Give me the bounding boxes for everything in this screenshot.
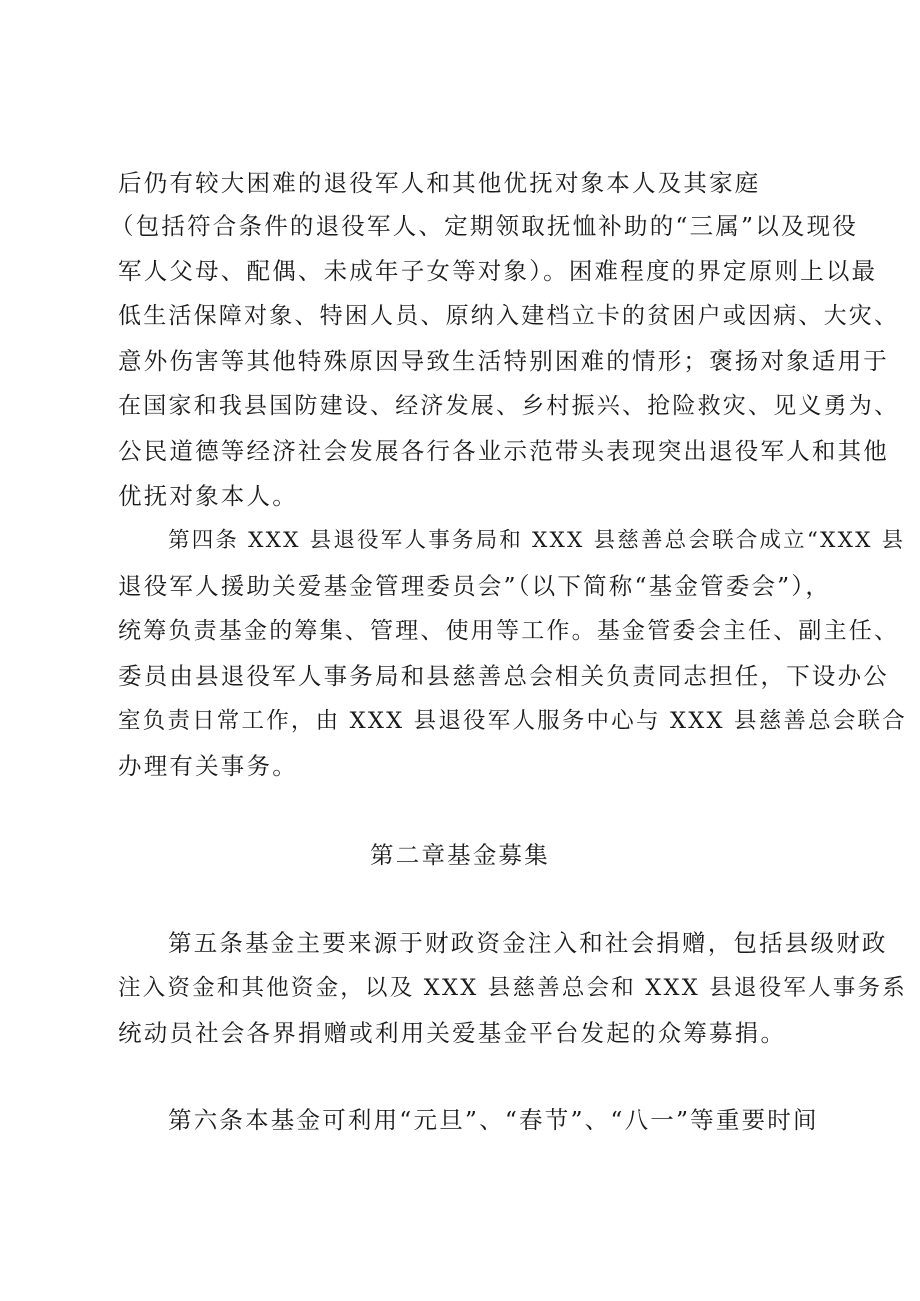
article-4-line: 室负责日常工作，由 XXX 县退役军人服务中心与 XXX 县慈善总会联合 — [118, 708, 907, 734]
paragraph-line: 公民道德等经济社会发展各行各业示范带头表现突出退役军人和其他 — [118, 437, 889, 465]
article-6-line: 第六条本基金可利用“元旦”、“春节”、“八一”等重要时间 — [168, 1106, 819, 1134]
article-5-line: 注入资金和其他资金，以及 XXX 县慈善总会和 XXX 县退役军人事务系 — [118, 975, 907, 1001]
article-4-line: 办理有关事务。 — [118, 752, 298, 780]
article-5-line: 统动员社会各界捐赠或利用关爱基金平台发起的众筹募捐。 — [118, 1019, 787, 1047]
article-4-line: 统筹负责基金的筹集、管理、使用等工作。基金管委会主任、副主任、 — [118, 618, 900, 644]
paragraph-line: 优抚对象本人。 — [118, 482, 298, 510]
article-4-line: 委员由县退役军人事务局和县慈善总会相关负责同志担任，下设办公 — [118, 662, 889, 690]
paragraph-line: （包括符合条件的退役军人、定期领取抚恤补助的“三属”以及现役 — [110, 212, 859, 240]
paragraph-line: 在国家和我县国防建设、经济发展、乡村振兴、抢险救灾、见义勇为、 — [118, 393, 900, 419]
paragraph-line: 意外伤害等其他特殊原因导致生活特别困难的情形；褒扬对象适用于 — [118, 347, 889, 375]
paragraph-line: 军人父母、配偶、未成年子女等对象）。困难程度的界定原则上以最 — [118, 257, 878, 285]
chapter-title: 第二章基金募集 — [370, 841, 550, 869]
paragraph-line: 后仍有较大困难的退役军人和其他优抚对象本人及其家庭 — [118, 169, 761, 197]
article-5-line: 第五条基金主要来源于财政资金注入和社会捐赠，包括县级财政 — [168, 929, 888, 957]
paragraph-line: 低生活保障对象、特困人员、原纳入建档立卡的贫困户或因病、大灾、 — [118, 303, 900, 329]
article-4-line: 第四条 XXX 县退役军人事务局和 XXX 县慈善总会联合成立“XXX 县 — [168, 528, 906, 553]
article-4-line: 退役军人援助关爱基金管理委员会”（以下简称“基金管委会”）， — [118, 572, 832, 600]
